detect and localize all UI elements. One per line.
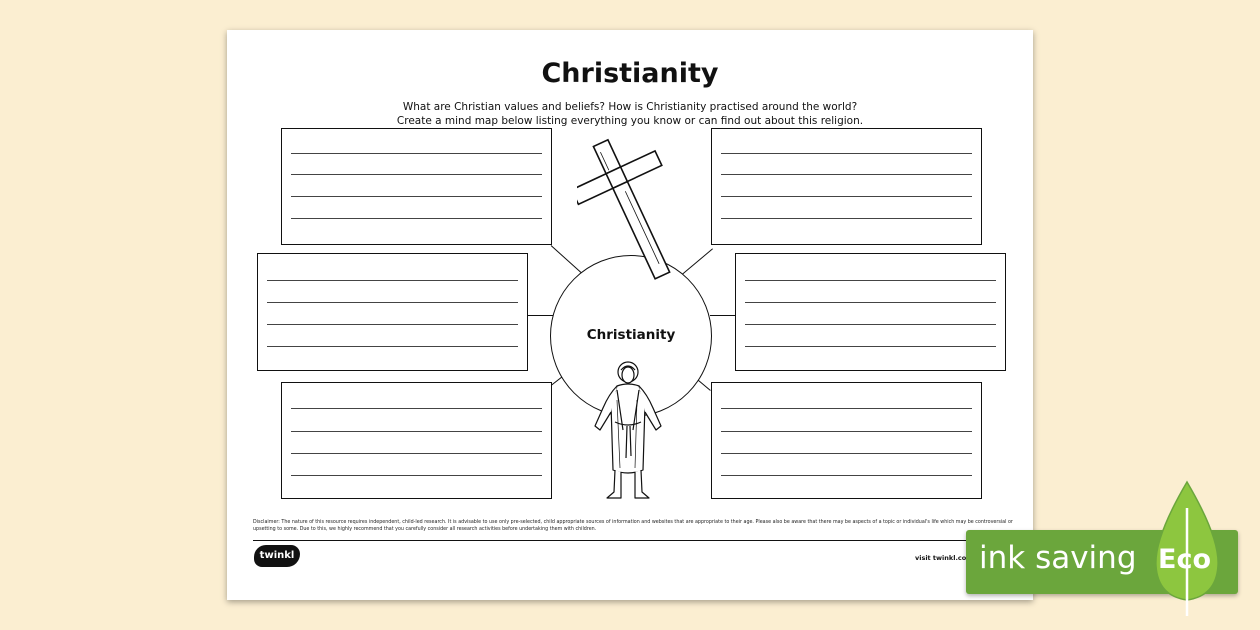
worksheet-title: Christianity [541,58,719,89]
instructions-line-1: What are Christian values and beliefs? How is Christianity practised around the world? [402,101,858,113]
worksheet-instructions [227,100,1033,128]
instructions-line-2: Create a mind map below listing everything you know or can find out about this religion. [396,115,864,127]
writing-box-bottom-left[interactable] [281,382,552,499]
saint-figure-illustration [587,360,669,508]
disclaimer-text: Disclaimer: The nature of this resource requires independent, child-led research. It is advisable to use only pre-selected, child appropriate sources of information and websites that are appropriate to their age. Please also be aware that there may be aspects of a topic or individual's life which may be controversial or upsetting to some. Due to this, we highly recommend that you carefully consider all research activities before undertaking them with children. [253,520,1013,532]
writing-box-mid-left[interactable] [257,253,528,371]
connector-mid-right [710,315,736,316]
writing-box-mid-right[interactable] [735,253,1006,371]
writing-box-bottom-right[interactable] [711,382,982,499]
visit-link[interactable]: visit twinkl.co [915,554,967,562]
writing-box-top-left[interactable] [281,128,552,245]
twinkl-logo: twinkl [254,545,300,567]
worksheet-page [227,30,1033,600]
writing-box-top-right[interactable] [711,128,982,245]
hub-label: Christianity [586,327,676,343]
connector-mid-left [527,315,553,316]
footer-divider [253,540,1007,541]
cross-illustration [577,130,687,285]
eco-label: Eco [1158,544,1211,575]
ink-saving-label: ink saving [979,540,1137,576]
